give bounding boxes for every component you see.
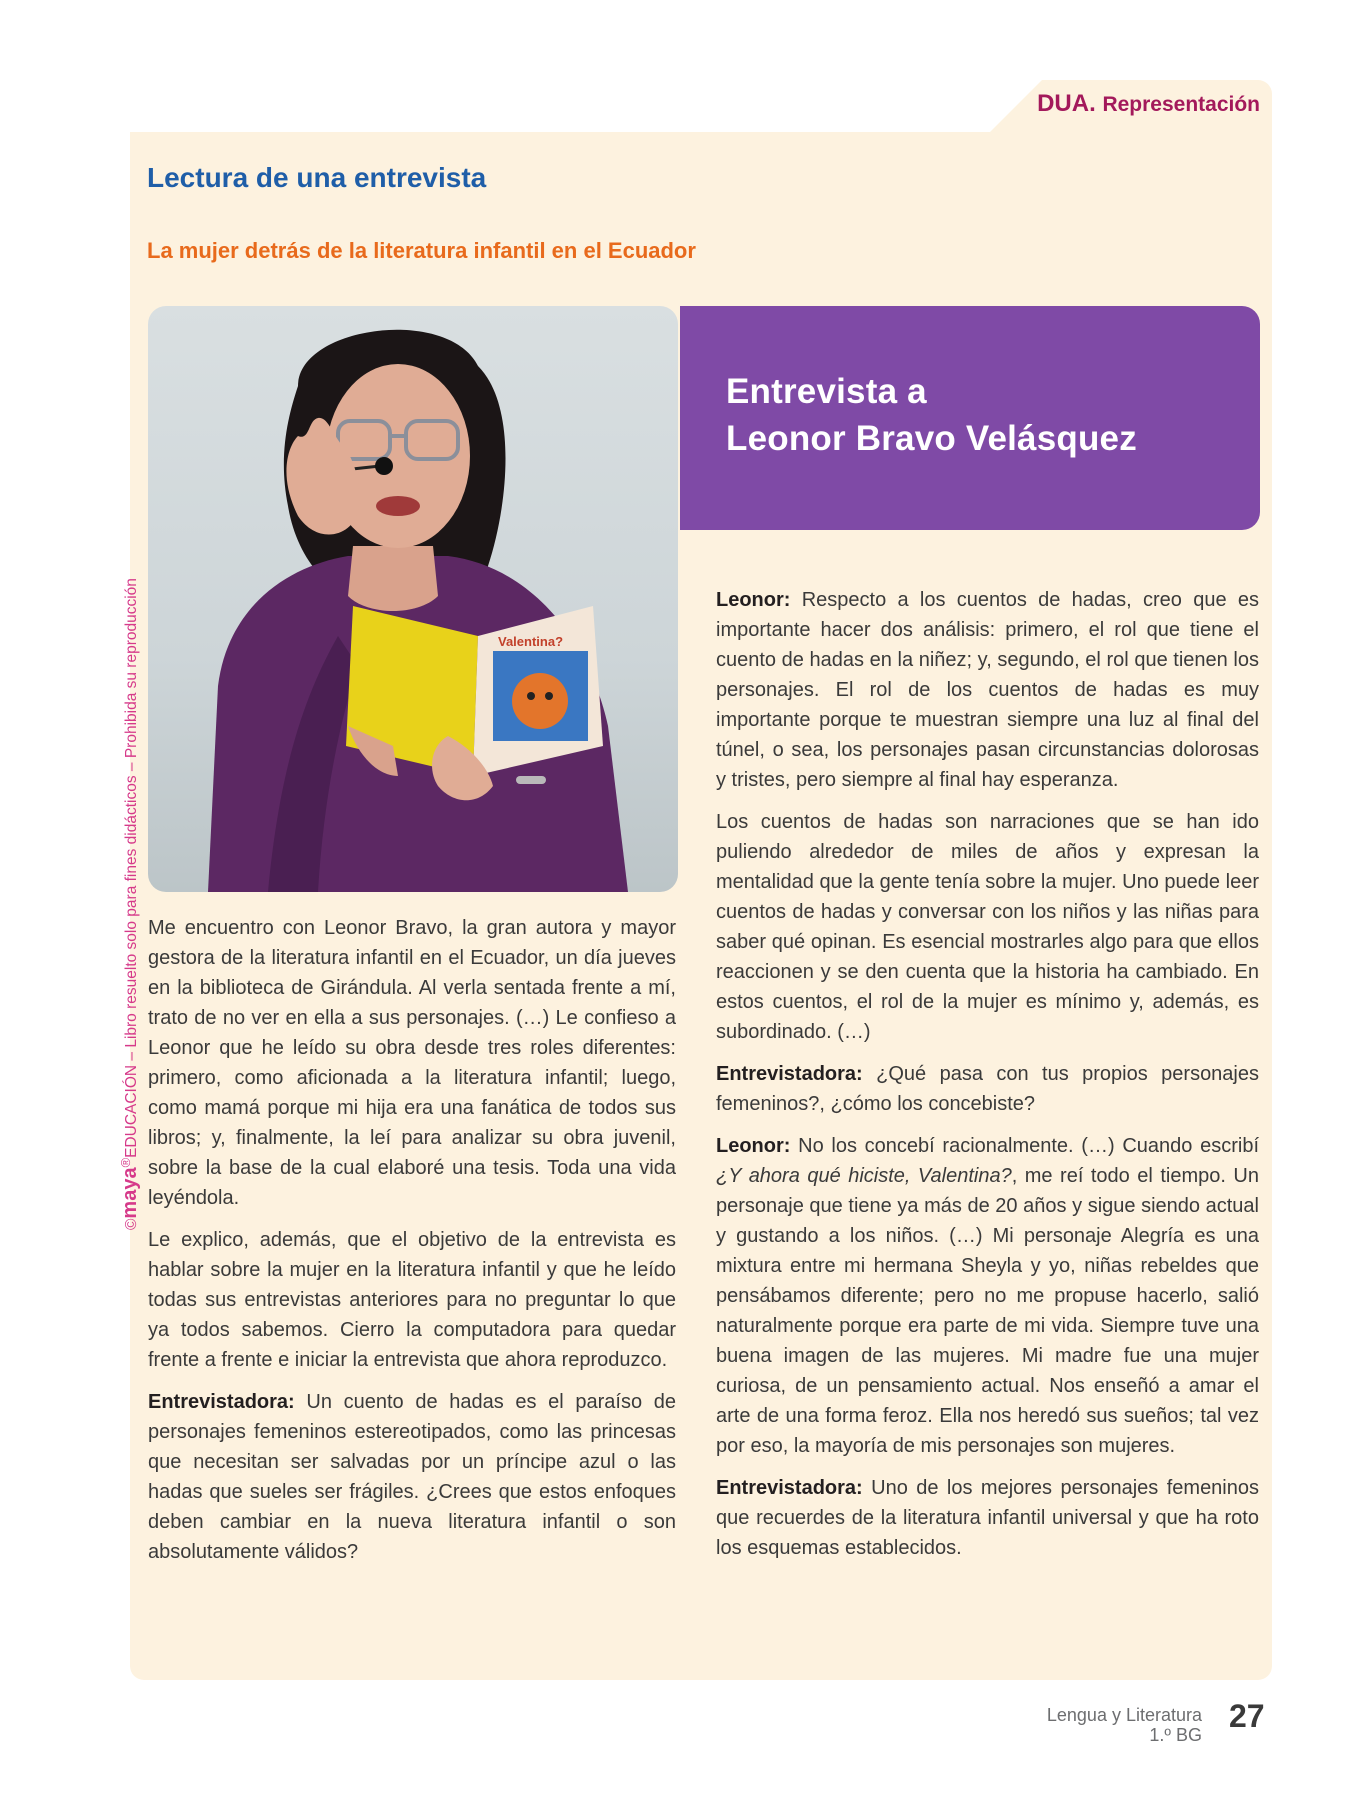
book-cover-title: Valentina? [498, 634, 564, 649]
interview-title-box [680, 306, 1260, 530]
subtitle: La mujer detrás de la literatura infantil en el Ecuador [147, 238, 696, 263]
question-text: Un cuento de hadas es el paraíso de personajes femeninos estereotipados, como las princesas que necesitan ser salvadas por un príncipe azul o las hadas que sueles ser frágiles. ¿Crees que estos enfoques deben cambiar en la nueva literatura infantil o son absolutamente válidos? [148, 1391, 676, 1563]
intro-paragraph: Me encuentro con Leonor Bravo, la gran autora y mayor gestora de la literatura infantil en el Ecuador, un día jueves en la biblioteca de Girándula. Al verla sentada frente a mí, trato de no ver en ella a sus personajes. (…) Le confieso a Leonor que he leído su obra desde tres roles diferentes: primero, como aficionada a la literatura infantil; luego, como mamá porque mi hija era una fanática de todos sus libros; y, finalmente, la leí para analizar su obra juvenil, sobre la base de la cual elaboré una tesis. Toda una vida leyéndola. [148, 917, 676, 1209]
interview-title [726, 368, 1137, 462]
leonor-answer-1 [716, 585, 1259, 795]
leonor-answer-2 [716, 1131, 1259, 1461]
interviewer-question-1 [148, 1387, 676, 1567]
registered-mark: ® [118, 1157, 133, 1168]
interview-title-line1: Entrevista a [726, 372, 927, 411]
question-text: Uno de los mejores personajes femeninos que recuerdes de la literatura infantil universal y que ha roto los esquemas establecidos. [716, 1477, 1259, 1559]
left-column [148, 913, 676, 1579]
footer-subject [1047, 1705, 1202, 1745]
speaker-label: Entrevistadora: [148, 1391, 295, 1413]
interviewer-question-2 [716, 1059, 1259, 1119]
brand-maya: maya [119, 1167, 142, 1219]
speaker-label: Entrevistadora: [716, 1063, 863, 1085]
footer-subject-name: Lengua y Literatura [1046, 1705, 1202, 1725]
answer-text-pre: No los concebí racionalmente. (…) Cuando escribí [790, 1135, 1259, 1157]
speaker-label: Leonor: [716, 589, 791, 611]
dua-badge-sub: Representación [1102, 93, 1260, 116]
page-number: 27 [1229, 1698, 1265, 1734]
right-column [716, 585, 1259, 1575]
objective-paragraph: Le explico, además, que el objetivo de la entrevista es hablar sobre la mujer en la literatura infantil y que he leído todas sus entrevistas anteriores para no preguntar lo que ya todos sabemos. Cierro la computadora para quedar frente a frente e iniciar la entrevista que ahora reproduzco. [148, 1229, 676, 1371]
copyright-symbol: © [123, 1218, 141, 1230]
interviewer-question-3 [716, 1473, 1259, 1563]
dua-badge [1010, 90, 1260, 118]
dua-badge-main: DUA. [1037, 90, 1096, 117]
author-photo [148, 306, 678, 892]
footer-grade: 1.º BG [1149, 1725, 1202, 1745]
question-text: ¿Qué pasa con tus propios personajes femeninos?, ¿cómo los concebiste? [716, 1063, 1259, 1115]
answer-text-post: , me reí todo el tiempo. Un personaje que tiene ya más de 20 años y sigue siendo actual y gustando a los niños. (…) Mi personaje Alegría es una mixtura entre mi hermana Sheyla y yo, niñas rebeldes que pensábamos diferente; pero no me propuse hacerlo, salió naturalmente porque era parte de mi vida. Siempre tuve una buena imagen de las mujeres. Mi madre fue una mujer curiosa, de un pensamiento actual. Nos enseñó a amar el arte de una forma feroz. Ella nos heredó sus sueños; tal vez por eso, la mayoría de mis personajes son mujeres. [716, 1165, 1259, 1457]
author-photo-illustration [148, 306, 678, 892]
copyright-text: EDUCACIÓN – Libro resuelto solo para fines didácticos – Prohibida su reproducción [123, 578, 141, 1158]
book-title: ¿Y ahora qué hiciste, Valentina? [716, 1165, 1012, 1187]
answer-text: Respecto a los cuentos de hadas, creo que es importante hacer dos análisis: primero, el rol que tiene el cuento de hadas en la niñez; y, segundo, el rol que tienen los personajes. El rol de los cuentos de hadas es muy importante porque te muestran siempre una luz al final del túnel, o sea, los personajes pasan circunstancias dolorosas y tristes, pero siempre al final hay esperanza. [716, 589, 1259, 791]
panel-notch [130, 80, 990, 132]
speaker-label: Entrevistadora: [716, 1477, 863, 1499]
copyright-side-note [118, 578, 142, 1230]
section-title: Lectura de una entrevista [147, 162, 487, 193]
interview-title-line2: Leonor Bravo Velásquez [726, 419, 1137, 458]
speaker-label: Leonor: [716, 1135, 791, 1157]
leonor-answer-1-cont: Los cuentos de hadas son narraciones que se han ido puliendo alrededor de miles de años y expresan la mentalidad que la gente tenía sobre la mujer. Uno puede leer cuentos de hadas y conversar con los niños y las niñas para saber qué opinan. Es esencial mostrarles algo para que ellos reaccionen y se den cuenta que la historia ha cambiado. En estos cuentos, el rol de la mujer es mínimo y, además, es subordinado. (…) [716, 811, 1259, 1043]
